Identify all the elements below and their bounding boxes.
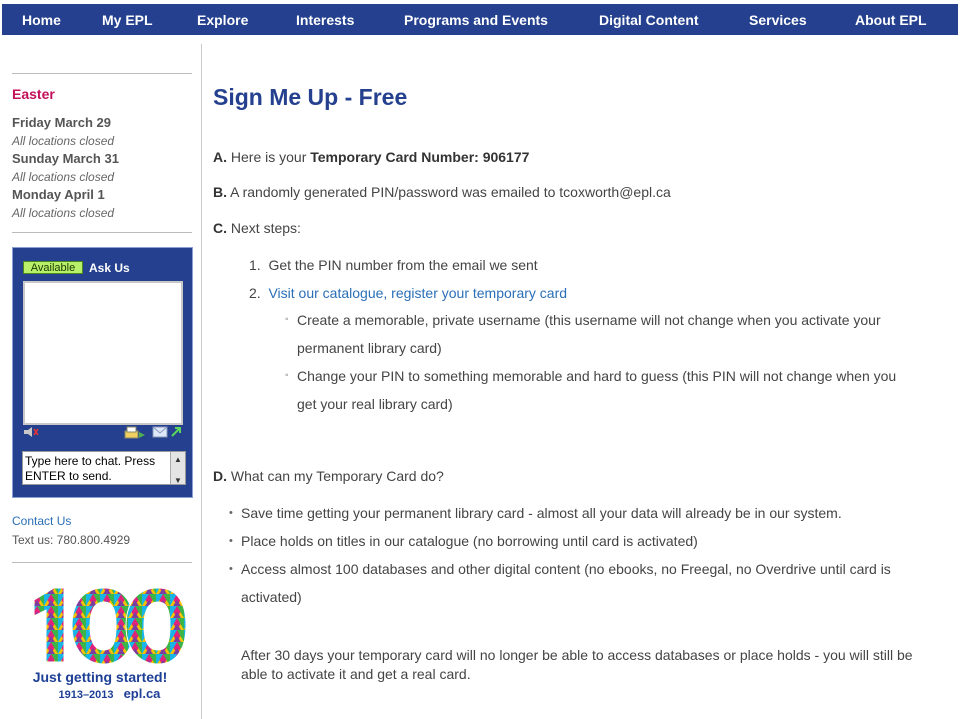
nav-digital-content[interactable]: Digital Content [599, 12, 699, 28]
chat-input-text: Type here to chat. Press ENTER to send. [25, 454, 156, 483]
step-a-label: A. [213, 149, 227, 165]
nav-explore[interactable]: Explore [197, 12, 249, 28]
nav-home[interactable]: Home [22, 12, 61, 28]
bullet-icon: • [229, 507, 233, 519]
step-c-label: C. [213, 220, 227, 236]
chat-input[interactable] [22, 451, 186, 485]
step-b-label: B. [213, 184, 227, 200]
list-item-text: Place holds on titles in our catalogue (no borrowing until card is activated) [241, 533, 698, 549]
bullet-icon: • [229, 563, 233, 575]
catalogue-link[interactable]: Visit our catalogue, register your temporary card [268, 285, 568, 301]
list-item-text: Change your PIN to something memorable and hard to guess (this PIN will not change when you get your real library card) [297, 368, 897, 412]
list-number: 1. [249, 257, 261, 273]
holiday-note: All locations closed [12, 170, 115, 184]
nav-my-epl[interactable]: My EPL [102, 12, 153, 28]
scroll-down-icon[interactable]: ▼ [174, 476, 182, 485]
step-a-text: Here is your [230, 149, 307, 165]
step-c [213, 220, 301, 236]
step-c-text: Next steps: [230, 220, 301, 236]
sidebar-divider [201, 44, 202, 719]
expiry-note: After 30 days your temporary card will no longer be able to access databases or place holds - you will still be able to activate it and get a real card. [241, 647, 913, 682]
sound-icon[interactable] [23, 426, 39, 441]
nav-programs-events[interactable]: Programs and Events [404, 12, 548, 28]
ask-us-chat-widget [12, 247, 193, 498]
list-item [285, 362, 917, 418]
list-item [249, 257, 538, 273]
list-item-text: Save time getting your permanent library card - almost all your data will already be in our system. [241, 505, 842, 521]
popout-icon[interactable] [170, 426, 182, 441]
email-icon[interactable] [152, 426, 168, 441]
step-b-text: A randomly generated PIN/password was emailed to tcoxworth@epl.ca [230, 184, 671, 200]
step-d-label: D. [213, 468, 227, 484]
list-number: 2. [249, 285, 261, 301]
nav-bar [2, 4, 958, 35]
availability-badge: Available [23, 261, 83, 274]
holiday-title: Easter [12, 86, 55, 102]
print-icon[interactable] [124, 426, 146, 443]
list-item-text: Get the PIN number from the email we sent [268, 257, 538, 273]
divider [12, 232, 192, 233]
logo-site: epl.ca [123, 686, 161, 701]
divider [12, 562, 192, 563]
step-a [213, 149, 529, 165]
bullet-icon: ◦ [285, 370, 289, 381]
list-item-text: Access almost 100 databases and other digital content (no ebooks, no Freegal, no Overdrive until card is activated) [241, 561, 891, 605]
holiday-note: All locations closed [12, 206, 115, 220]
holiday-date: Friday March 29 [12, 115, 111, 130]
contact-us-link[interactable]: Contact Us [12, 514, 72, 528]
step-b [213, 184, 671, 200]
step-d-text: What can my Temporary Card do? [230, 468, 444, 484]
list-item [229, 527, 921, 555]
list-item-text: Create a memorable, private username (this username will not change when you activate your permanent library card) [297, 312, 881, 356]
top-navigation [0, 0, 960, 40]
holiday-date: Sunday March 31 [12, 151, 119, 166]
scroll-up-icon[interactable]: ▲ [174, 455, 182, 464]
temporary-card-number: Temporary Card Number: 906177 [310, 149, 530, 165]
nav-interests[interactable]: Interests [296, 12, 355, 28]
chat-input-scrollbar[interactable] [170, 452, 185, 484]
nav-about-epl[interactable]: About EPL [855, 12, 927, 28]
list-item [229, 555, 921, 611]
list-item [229, 499, 921, 527]
step-d [213, 468, 444, 484]
epl-100-logo [16, 582, 186, 704]
divider [12, 73, 192, 74]
logo-years: 1913–2013 [58, 689, 114, 701]
holiday-note: All locations closed [12, 134, 115, 148]
list-item [285, 306, 917, 362]
logo-tagline: Just getting started! [32, 669, 168, 685]
bullet-icon: • [229, 535, 233, 547]
nav-services[interactable]: Services [749, 12, 807, 28]
ask-us-title: Ask Us [89, 261, 130, 275]
bullet-icon: ◦ [285, 314, 289, 325]
list-item [249, 285, 567, 301]
page-title: Sign Me Up - Free [213, 84, 408, 110]
chat-transcript-pane [23, 281, 183, 425]
text-us-number: Text us: 780.800.4929 [12, 533, 131, 547]
holiday-date: Monday April 1 [12, 187, 105, 202]
